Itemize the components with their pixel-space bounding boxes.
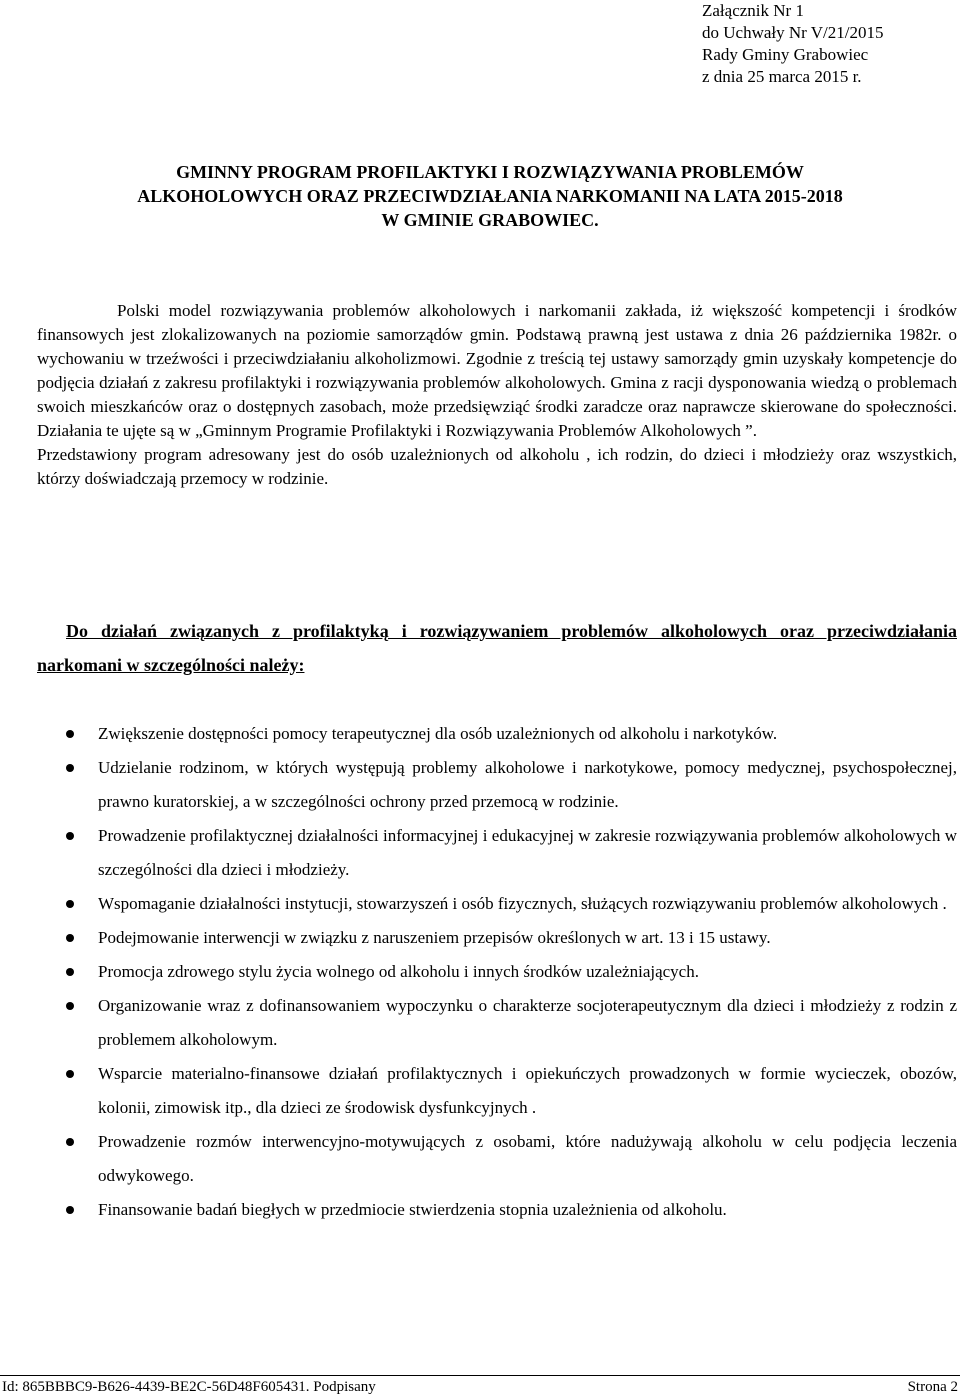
list-item-text: Promocja zdrowego stylu życia wolnego od alkoholu i innych środków uzależniających. xyxy=(98,962,699,981)
bullet-icon xyxy=(66,832,74,840)
list-item xyxy=(37,1125,957,1193)
list-item-text: Wsparcie materialno-finansowe działań profilaktycznych i opiekuńczych prowadzonych w formie wycieczek, obozów, kolonii, zimowisk itp., dla dzieci ze środowisk dysfunkcyjnych . xyxy=(98,1064,957,1117)
page-number: Strona 2 xyxy=(907,1379,958,1395)
bullet-icon xyxy=(66,764,74,772)
list-item xyxy=(37,717,957,751)
document-title xyxy=(80,160,900,232)
bullet-icon xyxy=(66,900,74,908)
list-item-text: Prowadzenie rozmów interwencyjno-motywujących z osobami, które nadużywają alkoholu w celu podjęcia leczenia odwykowego. xyxy=(98,1132,957,1185)
bullet-icon xyxy=(66,934,74,942)
list-item-text: Finansowanie badań biegłych w przedmiocie stwierdzenia stopnia uzależnienia od alkoholu. xyxy=(98,1200,727,1219)
tasks-heading: Do działań związanych z profilaktyką i rozwiązywaniem problemów alkoholowych oraz przeciwdziałania narkomani w szczególności należy: xyxy=(37,621,957,675)
list-item-text: Zwiększenie dostępności pomocy terapeutycznej dla osób uzależnionych od alkoholu i narkotyków. xyxy=(98,724,778,743)
list-item xyxy=(37,751,957,819)
list-item-text: Prowadzenie profilaktycznej działalności informacyjnej i edukacyjnej w zakresie rozwiązywania problemów alkoholowych w szczególności dla dzieci i młodzieży. xyxy=(98,826,957,879)
document-id: Id: 865BBBC9-B626-4439-BE2C-56D48F605431. Podpisany xyxy=(2,1379,376,1395)
list-item xyxy=(37,921,957,955)
title-line-1: GMINNY PROGRAM PROFILAKTYKI I ROZWIĄZYWANIA PROBLEMÓW xyxy=(176,162,804,182)
list-item-text: Organizowanie wraz z dofinansowaniem wypoczynku o charakterze socjoterapeutycznym dla dzieci i młodzieży z rodzin z problemem alkoholowym. xyxy=(98,996,957,1049)
bullet-icon xyxy=(66,1002,74,1010)
annex-number: Załącznik Nr 1 xyxy=(702,1,804,20)
page-footer xyxy=(0,1375,960,1397)
list-item-text: Wspomaganie działalności instytucji, stowarzyszeń i osób fizycznych, służących rozwiązywaniu problemów alkoholowych . xyxy=(98,894,947,913)
list-item xyxy=(37,1193,957,1227)
list-item-text: Podejmowanie interwencji w związku z naruszeniem przepisów określonych w art. 13 i 15 ustawy. xyxy=(98,928,771,947)
resolution-date: z dnia 25 marca 2015 r. xyxy=(702,67,862,86)
intro-section xyxy=(37,299,957,491)
bullet-icon xyxy=(66,1206,74,1214)
list-item-text: Udzielanie rodzinom, w których występują problemy alkoholowe i narkotykowe, pomocy medycznej, psychospołecznej, prawno kuratorskiej, a w szczególności ochrony przed przemocą w rodzinie. xyxy=(98,758,957,811)
list-item xyxy=(37,887,957,921)
resolution-number: do Uchwały Nr V/21/2015 xyxy=(702,23,884,42)
list-item xyxy=(37,1057,957,1125)
list-item xyxy=(37,989,957,1057)
intro-paragraph-2: Przedstawiony program adresowany jest do osób uzależnionych od alkoholu , ich rodzin, do dzieci i młodzieży oraz wszystkich, którzy doświadczają przemocy w rodzinie. xyxy=(37,445,957,488)
bullet-icon xyxy=(66,1138,74,1146)
tasks-list xyxy=(37,717,957,1227)
bullet-icon xyxy=(66,1070,74,1078)
council-name: Rady Gminy Grabowiec xyxy=(702,45,869,64)
list-item xyxy=(37,955,957,989)
title-line-3: W GMINIE GRABOWIEC. xyxy=(381,210,599,230)
title-line-2: ALKOHOLOWYCH ORAZ PRZECIWDZIAŁANIA NARKOMANII NA LATA 2015-2018 xyxy=(137,186,843,206)
bullet-icon xyxy=(66,968,74,976)
annex-header xyxy=(702,0,883,88)
list-item xyxy=(37,819,957,887)
bullet-icon xyxy=(66,730,74,738)
intro-paragraph-1: Polski model rozwiązywania problemów alkoholowych i narkomanii zakłada, iż większość kompetencji i środków finansowych jest zlokalizowanych na poziomie samorządów gmin. Podstawą prawną jest ustawa z dnia 26 października 1982r. o wychowaniu w trzeźwości i przeciwdziałaniu alkoholizmowi. Zgodnie z treścią tej ustawy samorządy gmin uzyskały kompetencje do podjęcia działań z zakresu profilaktyki i rozwiązywania problemów alkoholowych. Gmina z racji dysponowania wiedzą o problemach swoich mieszkańców oraz o dostępnych zasobach, może przedsięwziąć środki zaradcze oraz naprawcze skierowane do społeczności. Działania te ujęte są w „Gminnym Programie Profilaktyki i Rozwiązywania Problemów Alkoholowych ”. xyxy=(37,301,957,440)
